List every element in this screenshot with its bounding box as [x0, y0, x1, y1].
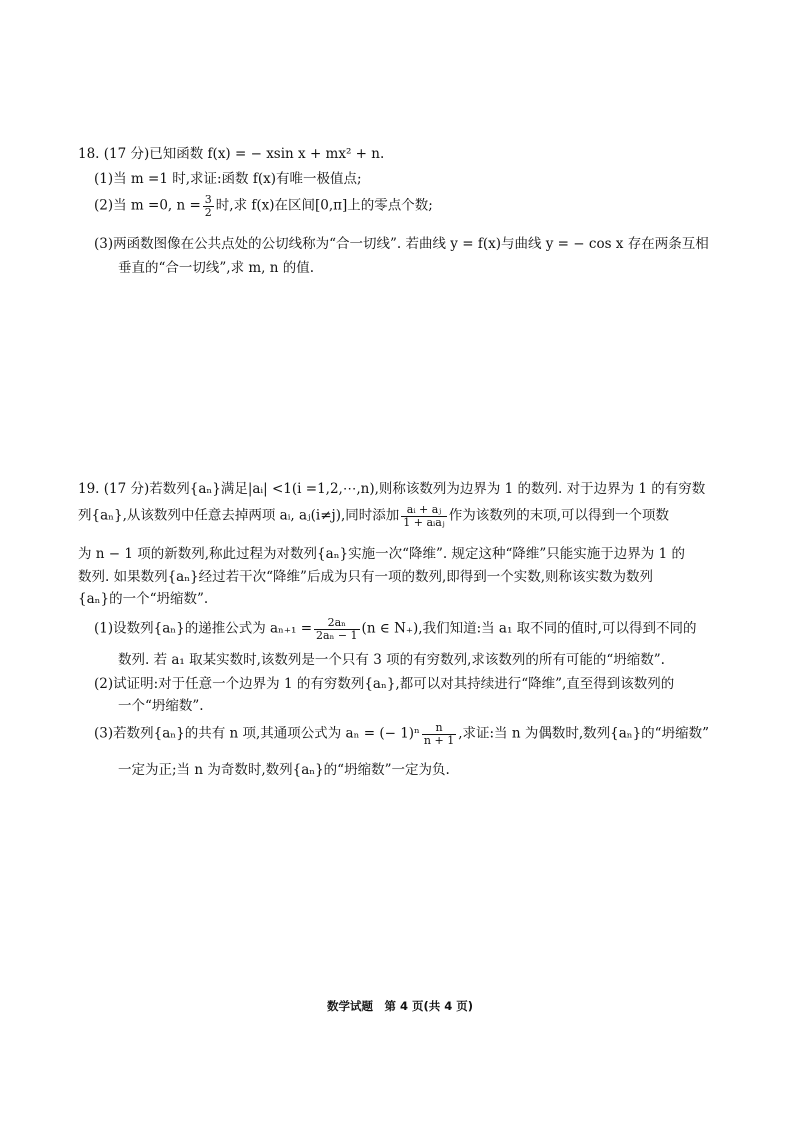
- q19-part1-post: (n ∈ N₊),我们知道:当 a₁ 取不同的值时,可以得到不同的: [361, 620, 697, 637]
- q19-p3-fraction-num: n: [422, 722, 456, 735]
- q19-line1: 19. (17 分)若数列{aₙ}满足|aᵢ| <1(i =1,2,⋯,n),则称该数列为边界为 1 的数列. 对于边界为 1 的有穷数: [78, 481, 706, 497]
- q18-fraction-num: 3: [204, 193, 212, 206]
- q19-fraction-num: aᵢ + aⱼ: [401, 504, 446, 517]
- q18-fraction-den: 2: [204, 205, 212, 219]
- q19-line5: {aₙ}的一个“坍缩数”.: [78, 591, 209, 607]
- q19-line4: 数列. 如果数列{aₙ}经过若干次“降维”后成为只有一项的数列,即得到一个实数,则称该实数为数列: [78, 569, 654, 585]
- q19-part1-pre: (1)设数列{aₙ}的递推公式为 aₙ₊₁ =: [94, 620, 313, 637]
- q18-part2-pre: (2)当 m =0, n =: [94, 197, 201, 214]
- q18-stem: 18. (17 分)已知函数 f(x) = − xsin x + mx² + n.: [78, 146, 385, 162]
- q18-part3-line1: (3)两函数图像在公共点处的公切线称为“合一切线”. 若曲线 y = f(x)与曲线 y = − cos x 存在两条互相: [94, 236, 709, 252]
- q19-p3-fraction-den: n + 1: [423, 733, 455, 747]
- q19-line2-pre: 列{aₙ},从该数列中任意去掉两项 aᵢ, aⱼ(i≠j),同时添加: [78, 507, 400, 524]
- q19-line2-fraction: [401, 504, 446, 528]
- q19-part3-fraction: [422, 722, 456, 746]
- q19-part1-line1: [94, 617, 696, 641]
- q19-part2-line1: (2)试证明:对于任意一个边界为 1 的有穷数列{aₙ},都可以对其持续进行“降维”,直至得到该数列的: [94, 676, 675, 692]
- q18-part2-fraction: [203, 194, 214, 218]
- q19-p1-fraction-num: 2aₙ: [314, 617, 360, 630]
- q18-part3-line2: 垂直的“合一切线”,求 m, n 的值.: [118, 260, 315, 276]
- q18-part1: (1)当 m =1 时,求证:函数 f(x)有唯一极值点;: [94, 171, 362, 187]
- q19-part2-line2: 一个“坍缩数”.: [118, 698, 204, 714]
- q19-part3-pre: (3)若数列{aₙ}的共有 n 项,其通项公式为 aₙ = (− 1)ⁿ: [94, 725, 420, 742]
- q19-line3: 为 n − 1 项的新数列,称此过程为对数列{aₙ}实施一次“降维”. 规定这种“降维”只能实施于边界为 1 的: [78, 546, 685, 562]
- q19-part3-line1: [94, 722, 709, 746]
- q19-part1-line2: 数列. 若 a₁ 取某实数时,该数列是一个只有 3 项的有穷数列,求该数列的所有可能的“坍缩数”.: [118, 652, 665, 668]
- q19-p1-fraction-den: 2aₙ − 1: [316, 628, 358, 642]
- q19-part3-line2: 一定为正;当 n 为奇数时,数列{aₙ}的“坍缩数”一定为负.: [118, 762, 450, 778]
- q18-part2-post: 时,求 f(x)在区间[0,π]上的零点个数;: [215, 197, 433, 214]
- q19-line2-post: 作为该数列的末项,可以得到一个项数: [448, 507, 670, 524]
- q19-line2: [78, 504, 669, 528]
- q19-fraction-den: 1 + aᵢaⱼ: [403, 515, 445, 529]
- page-footer: 数学试题 第 4 页(共 4 页): [327, 999, 474, 1013]
- q19-part1-fraction: [314, 617, 360, 641]
- q19-part3-post: ,求证:当 n 为偶数时,数列{aₙ}的“坍缩数”: [458, 725, 709, 742]
- q18-part2: [94, 194, 433, 218]
